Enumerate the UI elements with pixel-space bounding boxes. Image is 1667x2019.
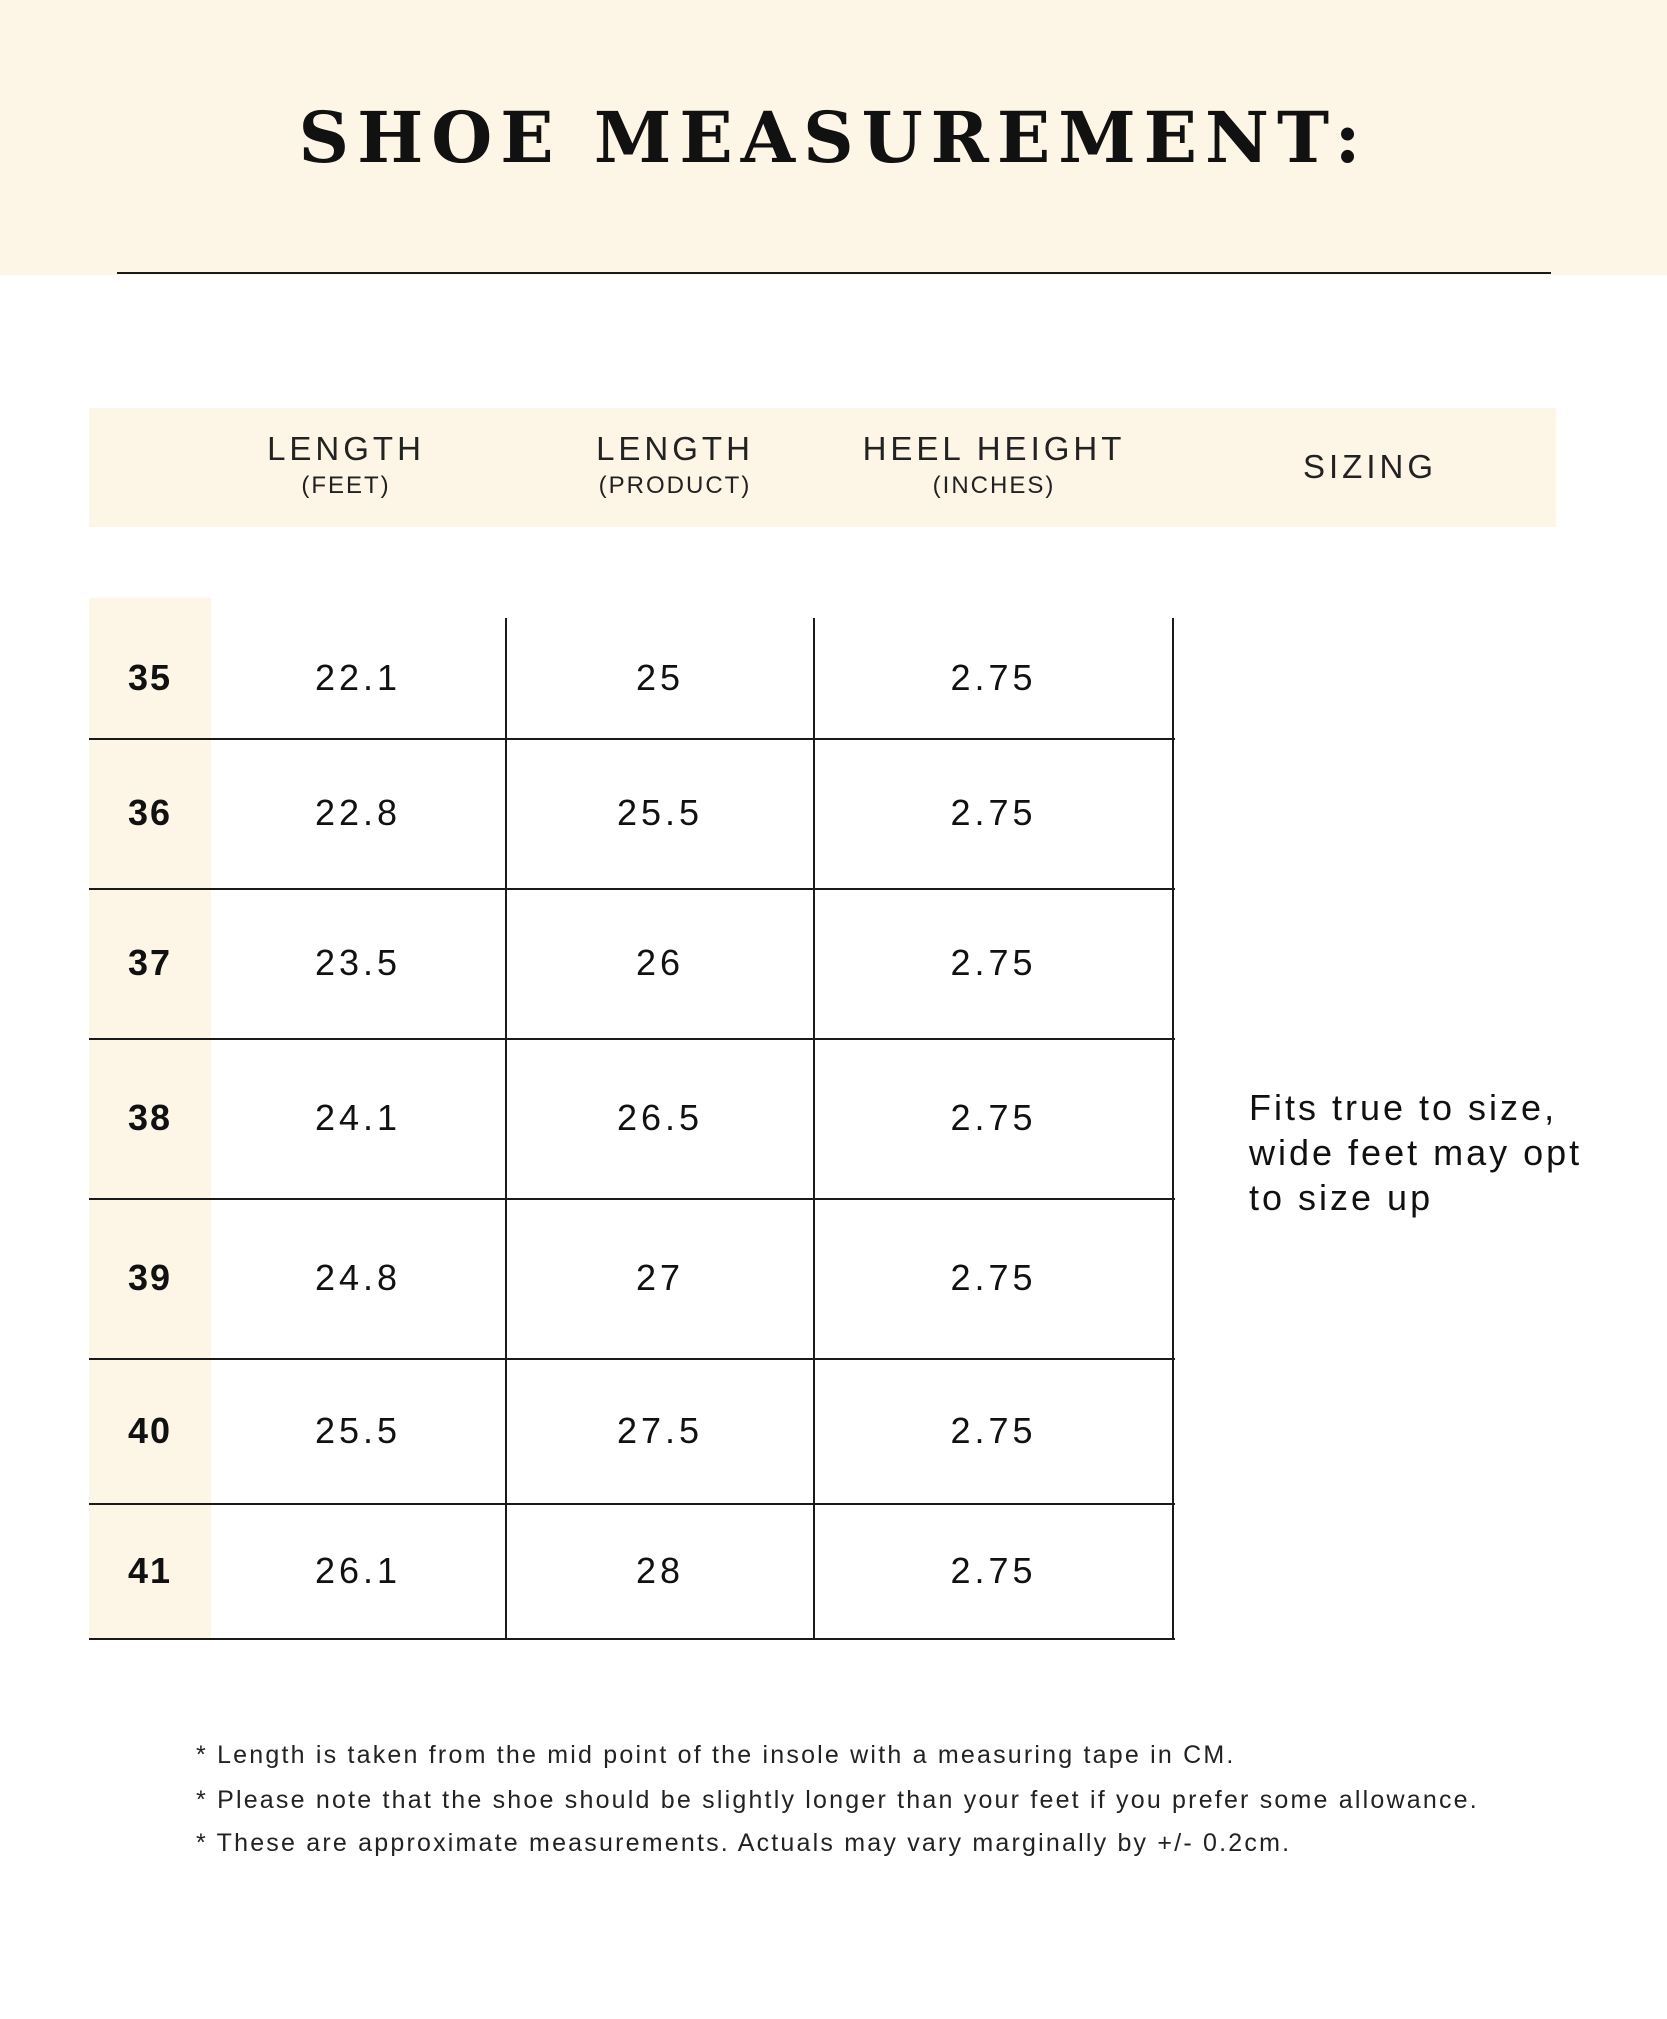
table-cell-product: 28 <box>635 1549 685 1591</box>
table-cell-feet: 24.8 <box>314 1257 402 1298</box>
size-label: 40 <box>127 1409 173 1451</box>
table-cell-heel: 2.75 <box>950 942 1037 983</box>
sizing-note: Fits true to size, wide feet may opt to size up <box>1249 1087 1583 1218</box>
table-row-divider <box>89 1503 1175 1505</box>
table-row-divider <box>89 1198 1175 1200</box>
table-cell-heel: 2.75 <box>950 1097 1037 1138</box>
table-cell-product: 25.5 <box>616 792 704 833</box>
table-cell-feet: 26.1 <box>314 1549 402 1591</box>
column-header-label: LENGTH <box>267 430 425 467</box>
size-label: 37 <box>127 942 173 983</box>
column-header-sizing <box>1215 448 1525 486</box>
table-row-divider <box>89 1638 1175 1640</box>
table-cell-product: 26 <box>635 942 685 983</box>
table-cell-product: 27.5 <box>616 1409 704 1451</box>
column-header-label: HEEL HEIGHT <box>862 430 1126 467</box>
table-cell-product: 27 <box>635 1257 685 1298</box>
column-header-unit: (INCHES) <box>932 472 1056 499</box>
column-header-length-feet <box>191 430 501 504</box>
table-cell-feet: 23.5 <box>314 942 402 983</box>
column-header-label: SIZING <box>1302 448 1437 485</box>
size-label: 41 <box>127 1549 173 1591</box>
size-label: 35 <box>127 657 173 698</box>
footnote-insole: * Length is taken from the mid point of the insole with a measuring tape in CM. <box>196 1741 1236 1769</box>
size-label: 39 <box>127 1257 173 1298</box>
table-cell-product: 26.5 <box>616 1097 704 1138</box>
column-header-heel-height <box>839 430 1149 504</box>
table-row-divider <box>89 888 1175 890</box>
table-cell-heel: 2.75 <box>950 1257 1037 1298</box>
table-cell-heel: 2.75 <box>950 1549 1037 1591</box>
column-header-unit: (PRODUCT) <box>598 472 752 499</box>
table-row-divider <box>89 738 1175 740</box>
column-header-length-product <box>520 430 830 504</box>
column-header-unit: (FEET) <box>301 472 391 499</box>
table-column-divider <box>1172 618 1174 1638</box>
table-cell-product: 25 <box>635 657 685 698</box>
table-row-divider <box>89 1358 1175 1360</box>
table-cell-heel: 2.75 <box>950 1409 1037 1451</box>
size-label: 38 <box>127 1097 173 1138</box>
table-cell-feet: 22.8 <box>314 792 402 833</box>
column-header-label: LENGTH <box>596 430 754 467</box>
table-cell-feet: 22.1 <box>314 657 402 698</box>
title-divider <box>117 272 1551 274</box>
size-label: 36 <box>127 792 173 833</box>
table-cell-heel: 2.75 <box>950 792 1037 833</box>
footnote-allowance: * Please note that the shoe should be slightly longer than your feet if you prefer some allowance. <box>196 1786 1479 1814</box>
table-cell-feet: 24.1 <box>314 1097 402 1138</box>
page-title: SHOE MEASUREMENT: <box>298 96 1369 179</box>
table-cell-feet: 25.5 <box>314 1409 402 1451</box>
footnote-approximate: * These are approximate measurements. Actuals may vary marginally by +/- 0.2cm. <box>196 1829 1292 1857</box>
table-cell-heel: 2.75 <box>950 657 1037 698</box>
table-row-divider <box>89 1038 1175 1040</box>
